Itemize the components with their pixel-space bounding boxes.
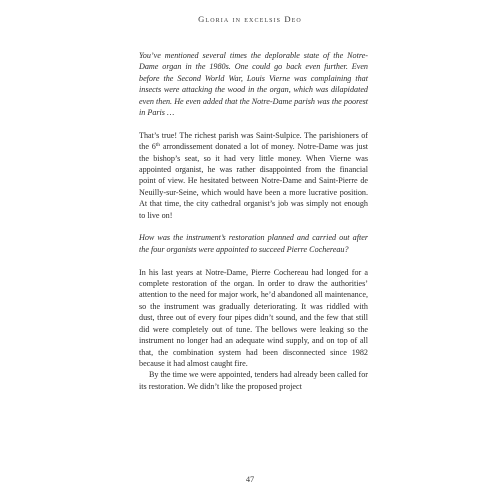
running-head: Gloria in excelsis Deo: [198, 14, 302, 24]
paragraph-gap: [139, 255, 368, 266]
page-number: 47: [245, 475, 255, 484]
answer-1-text-start: That’s true! The richest parish was Saint-Sulpice. The parishioners of the 6: [139, 130, 368, 152]
interview-question-1: You’ve mentioned several times the deplorable state of the Notre-Dame organ in the 1980s. One could go back even further. Even before the Second World War, Louis Vierne was complaining that insects were attacking the wood in the organ, which was dilapidated even then. He even added that the Notre-Dame parish was the poorest in Paris …: [139, 51, 368, 118]
interview-question-2: How was the instrument’s restoration planned and carried out after the four organists were appointed to succeed Pierre Cochereau?: [139, 233, 368, 254]
interview-answer-2-paragraph-1: In his last years at Notre-Dame, Pierre Cochereau had longed for a complete restoration of the organ. In order to draw the authorities’ attention to the need for major work, he’d abandoned all maintenance, so the instrument was gradually deteriorating. It was riddled with dust, three out of every four pipes didn’t sound, and the few that still did were completely out of tune. The bellows were leaking so the instrument no longer had an adequate wind supply, and on top of all that, the combination system had been disconnected since 1982 because it had almost caught fire.: [139, 267, 368, 368]
answer-1-text-end: arrondissement donated a lot of money. Notre-Dame was just the bishop’s seat, so it had very little money. When Vierne was appointed organist, he was rather disappointed from the financial point of view. He hesitated between Notre-Dame and Saint-Pierre de Neuilly-sur-Seine, which would have been a more lucrative position. At that time, the city cathedral organist’s job was simply not enough to live on!: [139, 142, 368, 220]
ordinal-superscript: th: [155, 142, 161, 149]
interview-answer-2-paragraph-2: By the time we were appointed, tenders had already been called for its restoration. We didn’t like the proposed project: [139, 370, 368, 391]
paragraph-gap: [139, 221, 368, 232]
interview-answer-1: [139, 130, 368, 221]
paragraph-gap: [139, 118, 368, 129]
text-block: [139, 50, 368, 392]
